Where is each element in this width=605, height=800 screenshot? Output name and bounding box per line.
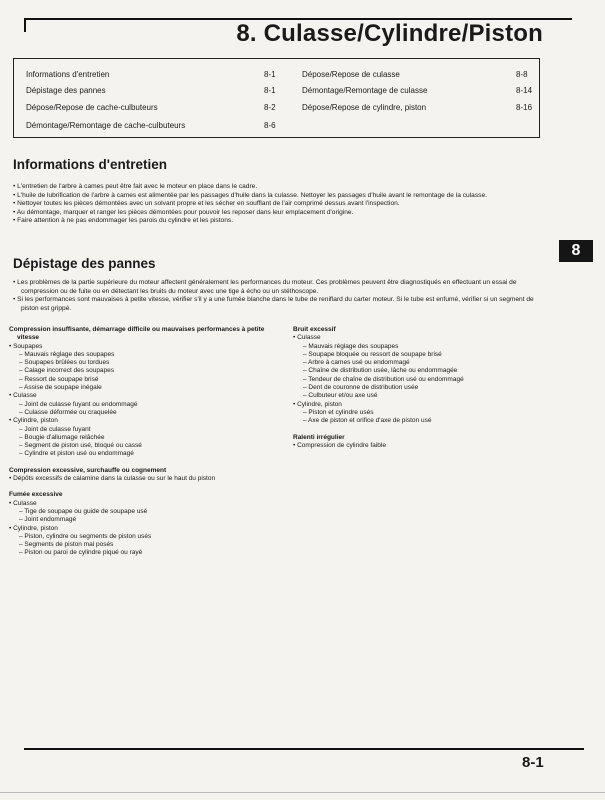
symptom-heading: Fumée excessive <box>9 491 63 499</box>
note-item: • Au démontage, marquer et ranger les pièces démontées pour pouvoir les reposer dans leur emplacement d'origine. <box>13 208 354 216</box>
cause-group: • Cylindre, piston <box>9 524 58 532</box>
symptom-heading: Compression insuffisante, démarrage difficile ou mauvaises performances à petite vitesse <box>9 326 265 342</box>
note-item: • Nettoyer toutes les pièces démontées avec un solvant propre et les sécher en soufflant de l'air comprimé dessus avant l'inspection. <box>13 200 400 208</box>
intro-item: • Si les performances sont mauvaises à petite vitesse, vérifier s'il y a une fumée blanche dans le tube de reniflard du carter moteur. Si le tube est enfumé, vérifier si un segment de piston est grippé. <box>13 296 534 312</box>
toc-row <box>26 86 536 98</box>
cause-item: – Bougie d'allumage relâchée <box>19 433 105 441</box>
table-of-contents <box>13 58 540 138</box>
scan-edge <box>0 792 605 793</box>
cause-group: • Culasse <box>293 334 321 342</box>
cause-item: – Arbre à cames usé ou endommagé <box>303 359 410 367</box>
cause-item: – Chaîne de distribution usée, lâche ou endommagée <box>303 367 458 375</box>
cause-item: – Culasse déformée ou craquelée <box>19 408 117 416</box>
bottom-rule <box>24 748 584 750</box>
top-rule-tick <box>24 18 26 32</box>
cause-item: – Ressort de soupape brisé <box>19 375 99 383</box>
cause-item: – Culbuteur et/ou axe usé <box>303 392 378 400</box>
symptom-heading: Ralenti irrégulier <box>293 433 345 441</box>
note-item: • Faire attention à ne pas endommager les parois du cylindre et les pistons. <box>13 217 234 225</box>
cause-item: – Joint de culasse fuyant <box>19 425 91 433</box>
cause-item: – Piston et cylindre usés <box>303 408 374 416</box>
toc-page: 8-1 <box>264 70 276 79</box>
cause-item: – Segments de piston mal posés <box>19 541 114 549</box>
symptom-heading: Compression excessive, surchauffe ou cognement <box>9 466 167 474</box>
page-title: 8. Culasse/Cylindre/Piston <box>236 20 543 47</box>
cause-item: – Soupapes brûlées ou tordues <box>19 359 110 367</box>
cause-item: – Dent de couronne de distribution usée <box>303 384 419 392</box>
toc-label[interactable]: Dépistage des pannes <box>26 86 106 95</box>
toc-page: 8-8 <box>516 70 528 79</box>
cause-item: – Joint de culasse fuyant ou endommagé <box>19 400 138 408</box>
toc-label[interactable]: Démontage/Remontage de cache-culbuteurs <box>26 121 186 130</box>
toc-page: 8-16 <box>516 103 533 112</box>
section-heading-troubleshooting: Dépistage des pannes <box>13 256 156 271</box>
cause-item: – Soupape bloquée ou ressort de soupape brisé <box>303 350 442 358</box>
intro-item: • Les problèmes de la partie supérieure du moteur affectent généralement les performances du moteur. Ces problèmes peuvent être diagnostiqués en effectuant un essai de compression ou de fuite ou en détectant les bruits du moteur avec une tige à écho ou un stéthoscope. <box>13 279 517 295</box>
toc-page: 8-2 <box>264 103 276 112</box>
toc-row <box>26 121 536 133</box>
maintenance-notes <box>13 183 543 226</box>
toc-label[interactable]: Dépose/Repose de cache-culbuteurs <box>26 103 158 112</box>
toc-label[interactable]: Dépose/Repose de cylindre, piston <box>302 103 427 112</box>
cause-item: – Mauvais réglage des soupapes <box>19 350 115 358</box>
cause-item: – Cylindre et piston usé ou endommagé <box>19 450 134 458</box>
cause-item: – Segment de piston usé, bloqué ou cassé <box>19 442 142 450</box>
toc-label[interactable]: Démontage/Remontage de culasse <box>302 86 428 95</box>
cause-group: • Cylindre, piston <box>9 417 58 425</box>
right-column <box>293 326 548 450</box>
cause-item: – Tige de soupape ou guide de soupape usé <box>19 507 148 515</box>
toc-page: 8-6 <box>264 121 276 130</box>
cause-group: • Soupapes <box>9 342 43 350</box>
cause-item: – Calage incorrect des soupapes <box>19 367 115 375</box>
cause-group: • Dépôts excessifs de calamine dans la culasse ou sur le haut du piston <box>9 475 216 483</box>
toc-row <box>26 70 536 82</box>
symptom-heading: Bruit excessif <box>293 326 336 333</box>
cause-group: • Compression de cylindre faible <box>293 441 386 449</box>
toc-page: 8-14 <box>516 86 533 95</box>
cause-item: – Piston ou paroi de cylindre piqué ou rayé <box>19 549 143 557</box>
toc-row <box>26 103 536 115</box>
cause-item: – Joint endommagé <box>19 516 77 524</box>
cause-item: – Tendeur de chaîne de distribution usé ou endommagé <box>303 375 464 383</box>
cause-item: – Axe de piston et orifice d'axe de piston usé <box>303 417 432 425</box>
cause-item: – Piston, cylindre ou segments de piston usés <box>19 532 152 540</box>
note-item: • L'entretien de l'arbre à cames peut être fait avec le moteur en place dans le cadre. <box>13 183 258 190</box>
cause-item: – Mauvais réglage des soupapes <box>303 342 399 350</box>
toc-label[interactable]: Informations d'entretien <box>26 70 110 79</box>
section-heading-maintenance: Informations d'entretien <box>13 157 167 172</box>
cause-group: • Culasse <box>9 499 37 507</box>
toc-page: 8-1 <box>264 86 276 95</box>
note-item: • L'huile de lubrification de l'arbre à cames est alimentée par les passages d'huile dans la culasse. Nettoyer les passages d'huile avant le remontage de la culasse. <box>13 191 487 199</box>
cause-group: • Culasse <box>9 392 37 400</box>
cause-item: – Assise de soupape inégale <box>19 384 102 392</box>
cause-group: • Cylindre, piston <box>293 400 342 408</box>
toc-label[interactable]: Dépose/Repose de culasse <box>302 70 400 79</box>
left-column <box>9 326 271 558</box>
troubleshooting-intro <box>13 279 543 313</box>
page-number: 8-1 <box>522 754 544 771</box>
chapter-tab: 8 <box>559 240 593 262</box>
